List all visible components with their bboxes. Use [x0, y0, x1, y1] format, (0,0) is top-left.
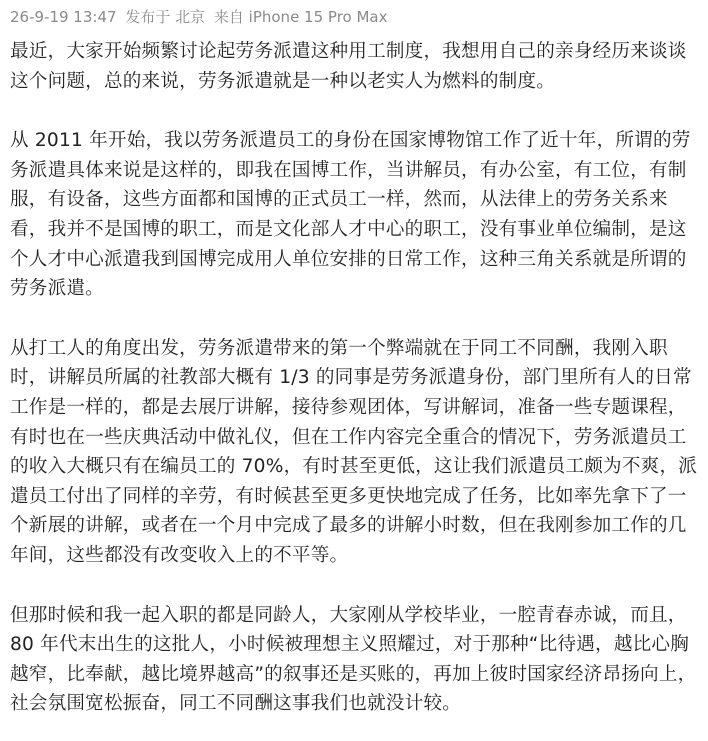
paragraph-1: 最近，大家开始频繁讨论起劳务派遣这种用工制度，我想用自己的亲身经历来谈谈这个问题，总的来说，劳务派遣就是一种以老实人为燃料的制度。 [10, 41, 687, 92]
paragraph-2: 从 2011 年开始，我以劳务派遣员工的身份在国家博物馆工作了近十年，所谓的劳务派遣具体来说是这样的，即我在国博工作，当讲解员，有办公室，有工位，有制服，有设备，这些方面都和国博的正式员工一样，然而，从法律上的劳务关系来看，我并不是国博的职工，而是文化部人才中心的职工，没有事业单位编制，是这个人才中心派遣我到国博完成用人单位安排的日常工作，这种三角关系就是所谓的劳务派遣。 [10, 130, 691, 300]
paragraph-4: 但那时候和我一起入职的都是同龄人，大家刚从学校毕业，一腔青春赤诚，而且，80 年代末出生的这批人，小时候被理想主义照耀过，对于那种“比待遇，越比心胸越窄，比奉献，越比境界越高”的叙事还是买账的，再加上彼时国家经济昂扬向上，社会氛围宽松振奋，同工不同酬这事我们也就没计较。 [10, 604, 697, 715]
paragraph-3: 从打工人的角度出发，劳务派遣带来的第一个弊端就在于同工不同酬，我刚入职时，讲解员所属的社教部大概有 1/3 的同事是劳务派遣身份，部门里所有人的日常工作是一样的，都是去展厅讲解，接待参观团体，写讲解词，准备一些专题课程，有时也在一些庆典活动中做礼仪，但在工作内容完全重合的情况下，劳务派遣员工的收入大概只有在编员工的 70%，有时甚至更低，这让我们派遣员工颇为不爽，派遣员工付出了同样的辛劳，有时候甚至更多更快地完成了任务，比如率先拿下了一个新展的讲解，或者在一个月中完成了最多的讲解小时数，但在我刚参加工作的几年间，这些都没有改变收入上的不平等。 [10, 337, 698, 566]
post-content [10, 37, 698, 719]
post-date: 26-9-19 13:47 [10, 8, 117, 26]
post-location: 发布于 北京 [125, 8, 206, 26]
post-device[interactable]: 来自 iPhone 15 Pro Max [213, 8, 388, 26]
post-meta [10, 6, 698, 28]
